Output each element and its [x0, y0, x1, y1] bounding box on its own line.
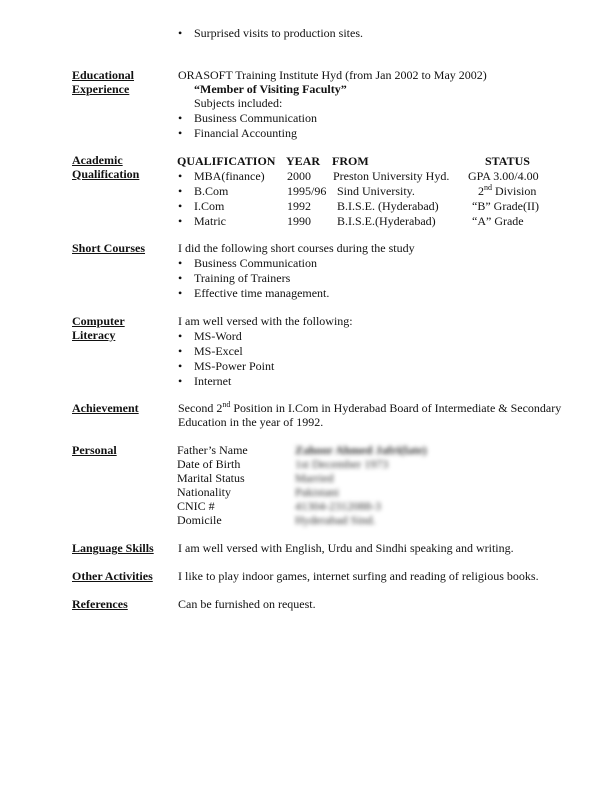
- education-institute: ORASOFT Training Institute Hyd (from Jan 2002 to May 2002): [178, 68, 487, 82]
- achievement-text: Position in I.Com in Hyderabad Board of Intermediate & Secondary: [230, 401, 562, 415]
- bullet-text: Effective time management.: [194, 286, 330, 300]
- cell-year: 1995/96: [287, 184, 327, 198]
- section-heading-references: References: [72, 597, 128, 611]
- personal-value: Married: [295, 471, 334, 485]
- personal-value: 41304-2312088-3: [295, 499, 381, 513]
- achievement-line2: Education in the year of 1992.: [178, 415, 324, 429]
- personal-label: Father’s Name: [177, 443, 248, 457]
- cell-status: [478, 184, 536, 199]
- cell-year: 1990: [287, 214, 311, 228]
- bullet-text: Surprised visits to production sites.: [194, 26, 363, 40]
- heading-line: Computer: [72, 314, 125, 328]
- heading-line: Experience: [72, 82, 130, 96]
- bullet-text: MS-Excel: [194, 344, 243, 358]
- section-heading-personal: Personal: [72, 443, 117, 457]
- education-role: “Member of Visiting Faculty”: [194, 82, 347, 96]
- section-heading-other-activities: Other Activities: [72, 569, 153, 583]
- cell-qualification: Matric: [194, 214, 226, 228]
- cell-qualification: MBA(finance): [194, 169, 265, 183]
- personal-label: Marital Status: [177, 471, 245, 485]
- personal-label: CNIC #: [177, 499, 215, 513]
- cell-from: Sind University.: [337, 184, 415, 198]
- cell-year: 2000: [287, 169, 311, 183]
- bullet-text: Business Communication: [194, 256, 317, 270]
- bullet-text: Internet: [194, 374, 232, 388]
- education-subjects-label: Subjects included:: [194, 96, 283, 110]
- section-heading-education: [72, 68, 134, 96]
- col-header-qualification: QUALIFICATION: [177, 154, 276, 168]
- cell-status: GPA 3.00/4.00: [468, 169, 539, 183]
- personal-value: Pakistani: [295, 485, 339, 499]
- cell-year: 1992: [287, 199, 311, 213]
- section-heading-computer: [72, 314, 125, 342]
- section-heading-academic: [72, 153, 139, 181]
- short-courses-intro: I did the following short courses during the study: [178, 241, 415, 255]
- bullet-text: Financial Accounting: [194, 126, 297, 140]
- cell-from: B.I.S.E.(Hyderabad): [337, 214, 436, 228]
- status-number: 2: [478, 184, 484, 198]
- section-heading-achievement: Achievement: [72, 401, 139, 415]
- computer-intro: I am well versed with the following:: [178, 314, 353, 328]
- heading-line: Literacy: [72, 328, 116, 342]
- achievement-superscript: nd: [222, 400, 231, 409]
- personal-value: Hyderabad Sind.: [295, 513, 376, 527]
- cell-qualification: I.Com: [194, 199, 225, 213]
- section-heading-short-courses: Short Courses: [72, 241, 146, 255]
- other-activities-text: I like to play indoor games, internet surfing and reading of religious books.: [178, 569, 539, 583]
- heading-line: Qualification: [72, 167, 140, 181]
- col-header-year: YEAR: [286, 154, 321, 168]
- personal-label: Date of Birth: [177, 457, 241, 471]
- references-text: Can be furnished on request.: [178, 597, 316, 611]
- personal-label: Domicile: [177, 513, 222, 527]
- heading-line: Educational: [72, 68, 135, 82]
- bullet-text: Training of Trainers: [194, 271, 291, 285]
- col-header-from: FROM: [332, 154, 369, 168]
- cell-status: “B” Grade(II): [472, 199, 539, 213]
- status-rest: Division: [492, 184, 537, 198]
- personal-label: Nationality: [177, 485, 231, 499]
- heading-line: Academic: [72, 153, 123, 167]
- achievement-text: Second 2: [178, 401, 223, 415]
- col-header-status: STATUS: [485, 154, 530, 168]
- personal-value: 1st December 1973: [295, 457, 389, 471]
- cell-qualification: B.Com: [194, 184, 229, 198]
- personal-value: Zahoor Ahmed Jafri(late): [295, 443, 427, 457]
- bullet-text: MS-Power Point: [194, 359, 275, 373]
- status-superscript: nd: [484, 183, 492, 192]
- bullet-text: MS-Word: [194, 329, 242, 343]
- cell-from: B.I.S.E. (Hyderabad): [337, 199, 439, 213]
- language-text: I am well versed with English, Urdu and Sindhi speaking and writing.: [178, 541, 514, 555]
- cell-from: Preston University Hyd.: [333, 169, 450, 183]
- cell-status: “A” Grade: [472, 214, 524, 228]
- section-heading-language: Language Skills: [72, 541, 154, 555]
- achievement-line1: [178, 401, 561, 416]
- bullet-text: Business Communication: [194, 111, 317, 125]
